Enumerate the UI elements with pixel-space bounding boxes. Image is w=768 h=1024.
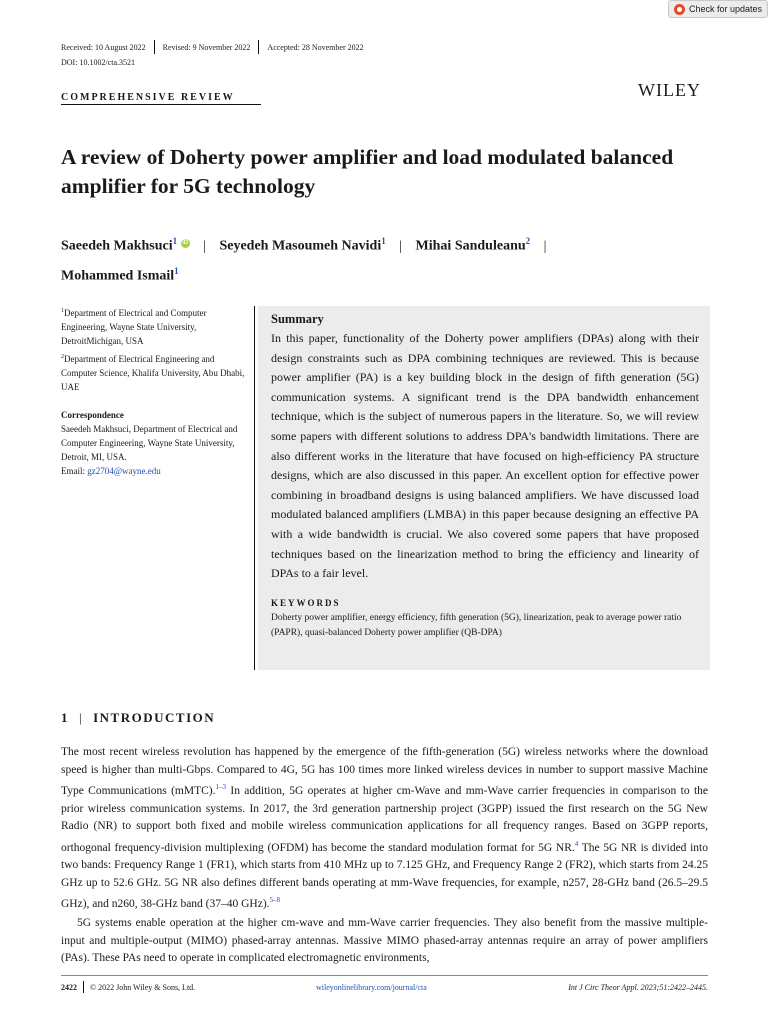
author-name[interactable]: Mohammed Ismail — [61, 268, 175, 284]
author-list — [61, 229, 711, 288]
correspondence-label: Correspondence — [61, 410, 124, 420]
paragraph — [61, 744, 708, 914]
paragraph-text: In addition, 5G operates at higher cm-Wave and mm-Wave carrier frequencies in comparison to the prior wireless communication systems. In 2017, the 3rd generation partnership project (3GPP) issued the first research on the 5G New Radio (NR) to support both fixed and mobile wireless communication applications for all frequency ranges. Based on 3GPP reports, orthogonal frequency-division multiplexing (OFDM) has become the standard modulation format for 5G NR. — [61, 785, 709, 854]
summary-title: Summary — [271, 312, 324, 326]
keywords-title: KEYWORDS — [271, 597, 341, 608]
divider — [258, 40, 259, 54]
paper-title: A review of Doherty power amplifier and load modulated balanced amplifier for 5G technology — [61, 145, 674, 198]
footer-rule — [61, 975, 708, 976]
affiliation-number: 1 — [61, 308, 64, 314]
author-separator: | — [203, 238, 206, 254]
paragraph-text: The 5G NR is divided into two bands: Frequency Range 1 (FR1), which starts from 410 MHz up to 7.125 GHz, and Frequency Range 2 (FR2), which starts from 24.25 GHz up to 52.6 GHz. 5G NR also defines different bands operating at mm-Wave frequencies, for example, n257, 28-GHz band (26.5–29.5 GHz), and n260, 38-GHz band (37–40 GHz). — [61, 841, 708, 911]
check-for-updates-label: Check for updates — [689, 4, 763, 14]
citation-link[interactable]: 5–8 — [269, 896, 281, 905]
copyright: © 2022 John Wiley & Sons, Ltd. — [90, 982, 196, 992]
summary-box — [258, 306, 710, 670]
affiliation-text: Department of Electrical Engineering and Computer Science, Khalifa University, Abu Dhabi, UAE — [61, 354, 245, 392]
publisher-logo: WILEY — [638, 80, 701, 100]
accepted-date: Accepted: 28 November 2022 — [267, 42, 364, 52]
article-type: COMPREHENSIVE REVIEW — [61, 92, 235, 103]
correspondence-text: Saeedeh Makhsuci, Department of Electrical and Computer Engineering, Wayne State University, Detroit, MI, USA. — [61, 424, 238, 462]
affiliation-number: 2 — [61, 354, 64, 360]
citation-link[interactable]: 1–3 — [215, 783, 227, 792]
crossmark-icon — [674, 4, 685, 15]
author-affiliation-ref: 2 — [525, 236, 531, 246]
email-label: Email: — [61, 466, 88, 476]
affiliation — [61, 350, 246, 394]
section-title: INTRODUCTION — [93, 710, 216, 725]
email-link[interactable]: gz2704@wayne.edu — [87, 466, 161, 476]
section-divider: | — [79, 710, 84, 725]
section-heading — [61, 710, 215, 726]
author-name[interactable]: Mihai Sanduleanu — [415, 238, 526, 254]
page-number: 2422 — [61, 982, 77, 992]
divider — [83, 981, 84, 993]
received-date: Received: 10 August 2022 — [61, 42, 146, 52]
citation-link[interactable]: 4 — [574, 839, 579, 848]
summary-divider — [254, 306, 255, 670]
affiliation-text: Department of Electrical and Computer Engineering, Wayne State University, DetroitMichigan, USA — [61, 308, 207, 346]
divider — [154, 40, 155, 54]
author-affiliation-ref: 1 — [174, 265, 179, 276]
affiliation — [61, 304, 246, 348]
orcid-icon[interactable]: iD — [182, 240, 189, 246]
author-affiliation-ref: 1 — [381, 236, 386, 246]
revised-date: Revised: 9 November 2022 — [162, 42, 251, 52]
author-separator: | — [543, 238, 547, 254]
check-for-updates-button[interactable] — [668, 0, 768, 18]
section-number: 1 — [61, 710, 69, 725]
paragraph-text: The most recent wireless revolution has happened by the emergence of the fifth-generation (5G) wireless networks where the download speed is higher than multi-Gbps. Compared to 4G, 5G has 100 times more linked wireless devices in number to support massive Machine Type Communications (mMTC). — [61, 746, 708, 798]
page-footer — [61, 981, 708, 993]
author-name[interactable]: Seyedeh Masoumeh Navidi — [219, 238, 382, 254]
section-underline — [61, 104, 261, 105]
keywords-text: Doherty power amplifier, energy efficiency, fifth generation (5G), linearization, peak to average power ratio (PAPR), quasi-balanced Doherty power amplifier (QB-DPA) — [271, 612, 682, 638]
journal-url[interactable]: wileyonlinelibrary.com/journal/cta — [316, 982, 427, 992]
author-name[interactable]: Saeedeh Makhsuci — [61, 238, 173, 254]
doi[interactable]: DOI: 10.1002/cta.3521 — [61, 58, 135, 67]
correspondence — [61, 408, 246, 478]
author-separator: | — [399, 238, 403, 254]
author-affiliation-ref: 1 — [172, 236, 178, 246]
summary-text: In this paper, functionality of the Doherty power amplifiers (DPAs) along with their design constraints such as DPA combining techniques are reviewed. This is because power amplifier (PA) is a key building block in the design of fifth generation (5G) communication systems. A significant trend is the DPA bandwidth enhancement technique, which is the subject of numerous papers in the literature. So, we will review some papers with different solutions to address DPA's bandwidth limitations. There are also different works in the literature that have focused on high-efficiency PA structure designs, which are also discussed in this paper. An excellent option for effective power combining in broadband designs is using balanced amplifiers. We have discussed load modulated balanced amplifiers (LMBA) in this paper because designing an effective PA with a wide bandwidth is crucial. We also covered some papers that have proposed techniques based on the linearization method to bring the efficiency and linearity of DPAs to a fair level. — [271, 331, 699, 581]
article-dates — [61, 40, 364, 54]
journal-reference: Int J Circ Theor Appl. 2023;51:2422–2445. — [568, 982, 708, 992]
paragraph: 5G systems enable operation at the higher cm-wave and mm-Wave carrier frequencies. They also benefit from the massive multiple-input and multiple-output (MIMO) phased-array antennas. Massive MIMO phased-array antennas require an array of power amplifiers (PAs). These PAs need to operate in complicated electromagnetic environments, — [61, 917, 708, 965]
